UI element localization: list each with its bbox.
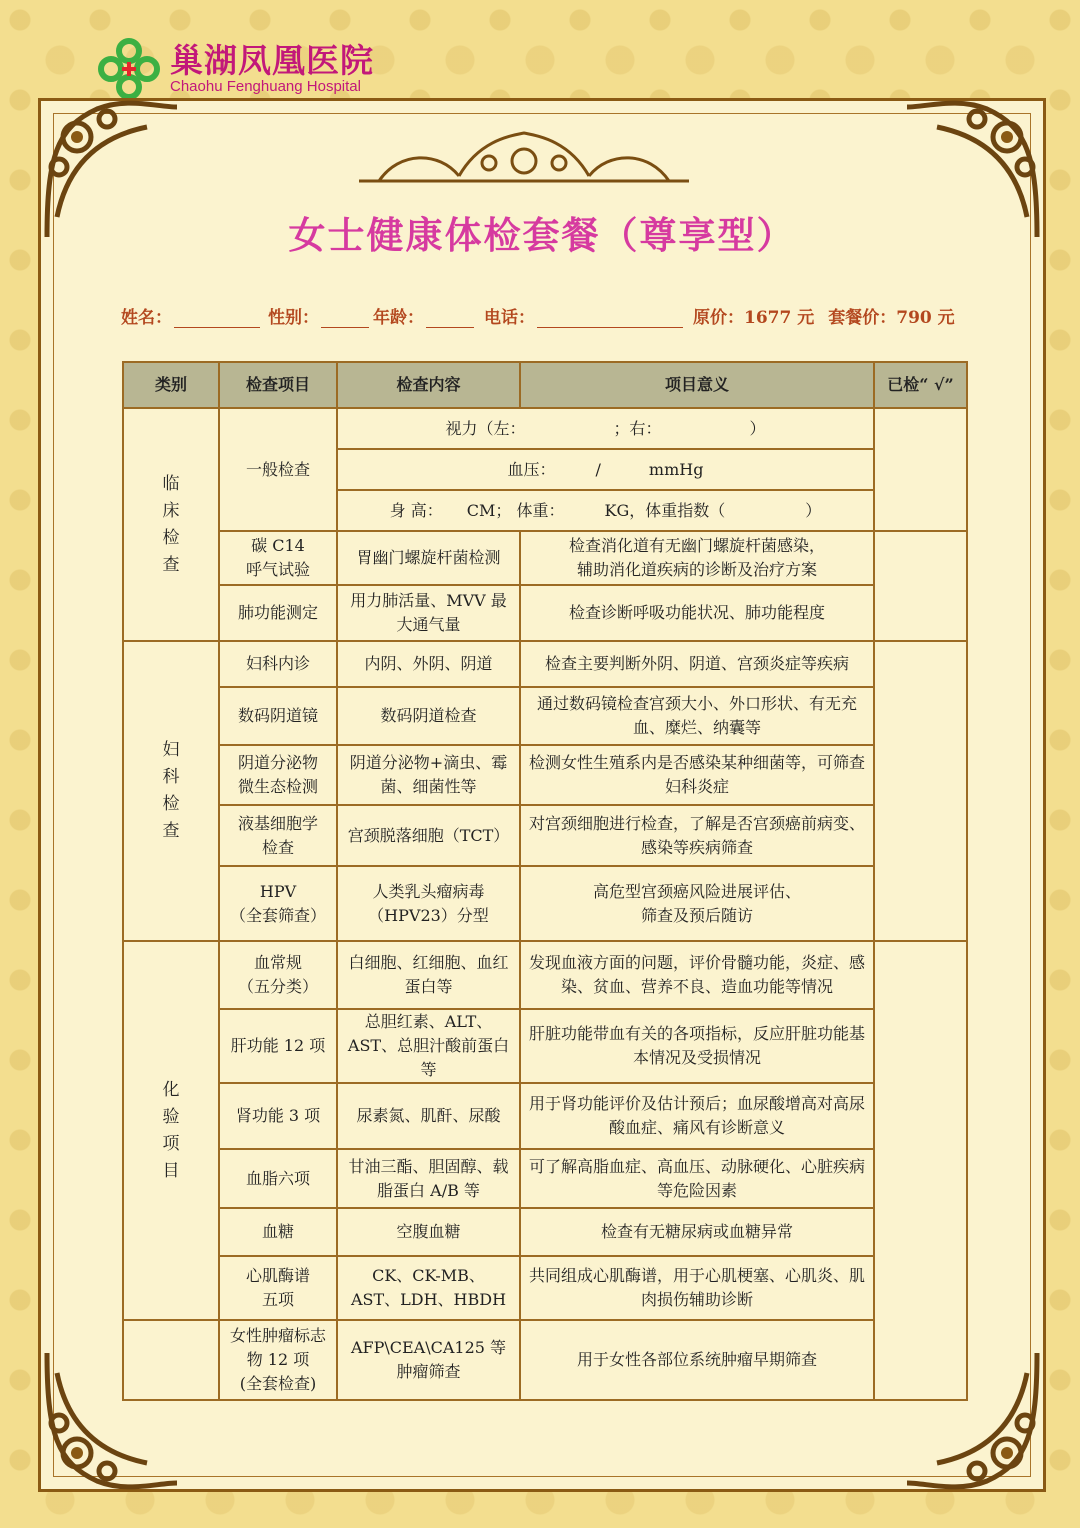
hospital-logo-icon	[98, 38, 160, 100]
header-item: 检查项目	[219, 362, 337, 408]
item-cell: 肝功能 12 项	[219, 1009, 337, 1083]
content-cell: 人类乳头瘤病毒 （HPV23）分型	[337, 866, 520, 941]
table-row	[123, 805, 967, 866]
table-row	[123, 641, 967, 687]
table-row	[123, 745, 967, 805]
hospital-logo	[98, 38, 374, 100]
content-cell: 数码阴道检查	[337, 687, 520, 745]
item-cell: 液基细胞学 检查	[219, 805, 337, 866]
table-row	[123, 1009, 967, 1083]
item-cell: 碳 C14 呼气试验	[219, 531, 337, 585]
package-price: 套餐价：790 元	[828, 308, 955, 328]
table-row	[123, 1083, 967, 1149]
meaning-cell: 共同组成心肌酶谱，用于心肌梗塞、心肌炎、肌肉损伤辅助诊断	[520, 1256, 874, 1320]
content-cell: CK、CK-MB、 AST、LDH、HBDH	[337, 1256, 520, 1320]
name-field[interactable]	[174, 310, 260, 328]
content-cell: 阴道分泌物+滴虫、霉菌、细菌性等	[337, 745, 520, 805]
table-row	[123, 531, 967, 585]
age-field[interactable]	[426, 310, 474, 328]
hospital-name-en: Chaohu Fenghuang Hospital	[170, 78, 361, 95]
content-cell: 宫颈脱落细胞（TCT）	[337, 805, 520, 866]
age-label: 年龄：	[373, 308, 424, 328]
item-cell: HPV （全套筛查）	[219, 866, 337, 941]
meaning-cell: 发现血液方面的问题，评价骨髓功能，炎症、感染、贫血、营养不良、造血功能等情况	[520, 941, 874, 1009]
checked-cell[interactable]	[874, 641, 967, 941]
content-cell: 甘油三酯、胆固醇、载脂蛋白 A/B 等	[337, 1149, 520, 1208]
top-ornament-icon	[359, 131, 689, 191]
item-cell: 数码阴道镜	[219, 687, 337, 745]
meaning-cell: 检测女性生殖系内是否感染某种细菌等，可筛查妇科炎症	[520, 745, 874, 805]
category-gyn: 妇科检查	[123, 641, 219, 941]
original-price: 原价：1677 元	[693, 308, 815, 328]
meaning-cell: 通过数码镜检查宫颈大小、外口形状、有无充血、糜烂、纳囊等	[520, 687, 874, 745]
name-label: 姓名：	[121, 308, 172, 328]
checked-cell[interactable]	[874, 531, 967, 641]
meaning-cell: 对宫颈细胞进行检查，了解是否宫颈癌前病变、感染等疾病筛查	[520, 805, 874, 866]
header-content: 检查内容	[337, 362, 520, 408]
phone-field[interactable]	[537, 310, 683, 328]
content-cell: 胃幽门螺旋杆菌检测	[337, 531, 520, 585]
gender-field[interactable]	[321, 310, 369, 328]
meaning-cell: 肝脏功能带血有关的各项指标，反应肝脏功能基本情况及受损情况	[520, 1009, 874, 1083]
table-row	[123, 1256, 967, 1320]
item-cell: 一般检查	[219, 408, 337, 531]
content-cell: 内阴、外阴、阴道	[337, 641, 520, 687]
checked-cell[interactable]	[874, 941, 967, 1400]
checked-cell[interactable]	[874, 408, 967, 531]
category-clinical: 临床检查	[123, 408, 219, 641]
content-cell: 用力肺活量、MVV 最大通气量	[337, 585, 520, 641]
meaning-cell: 检查主要判断外阴、阴道、宫颈炎症等疾病	[520, 641, 874, 687]
meaning-cell: 检查有无糖尿病或血糖异常	[520, 1208, 874, 1256]
header-meaning: 项目意义	[520, 362, 874, 408]
table-row	[123, 687, 967, 745]
blood-pressure-field: 血压： / mmHg	[337, 449, 874, 490]
body-measure-field: 身 高： CM； 体重： KG，体重指数（ ）	[337, 490, 874, 531]
item-cell: 血糖	[219, 1208, 337, 1256]
meaning-cell: 高危型宫颈癌风险进展评估、 筛查及预后随访	[520, 866, 874, 941]
meaning-cell: 检查诊断呼吸功能状况、肺功能程度	[520, 585, 874, 641]
item-cell: 血脂六项	[219, 1149, 337, 1208]
table-header-row	[123, 362, 967, 408]
category-other	[123, 1320, 219, 1400]
personal-info-line	[121, 303, 981, 328]
certificate-frame	[38, 98, 1046, 1492]
header-checked: 已检“ √”	[874, 362, 967, 408]
meaning-cell: 检查消化道有无幽门螺旋杆菌感染， 辅助消化道疾病的诊断及治疗方案	[520, 531, 874, 585]
meaning-cell: 可了解高脂血症、高血压、动脉硬化、心脏疾病等危险因素	[520, 1149, 874, 1208]
page-title: 女士健康体检套餐（尊享型）	[288, 214, 796, 257]
table-row	[123, 866, 967, 941]
table-row	[123, 1149, 967, 1208]
content-cell: 尿素氮、肌酐、尿酸	[337, 1083, 520, 1149]
item-cell: 肾功能 3 项	[219, 1083, 337, 1149]
content-cell: 白细胞、红细胞、血红蛋白等	[337, 941, 520, 1009]
table-row	[123, 941, 967, 1009]
vision-field: 视力（左： ；右： ）	[337, 408, 874, 449]
checkup-table	[122, 361, 968, 1401]
meaning-cell: 用于女性各部位系统肿瘤早期筛查	[520, 1320, 874, 1400]
content-cell: 总胆红素、ALT、AST、总胆汁酸前蛋白等	[337, 1009, 520, 1083]
meaning-cell: 用于肾功能评价及估计预后；血尿酸增高对高尿酸血症、痛风有诊断意义	[520, 1083, 874, 1149]
content-cell: AFP\CEA\CA125 等 肿瘤筛查	[337, 1320, 520, 1400]
item-cell: 肺功能测定	[219, 585, 337, 641]
item-cell: 血常规 （五分类）	[219, 941, 337, 1009]
table-row	[123, 1320, 967, 1400]
hospital-name-cn: 巢湖凤凰医院	[170, 41, 374, 80]
phone-label: 电话：	[484, 308, 535, 328]
table-row	[123, 408, 967, 449]
content-cell: 空腹血糖	[337, 1208, 520, 1256]
item-cell: 阴道分泌物 微生态检测	[219, 745, 337, 805]
header-category: 类别	[123, 362, 219, 408]
table-row	[123, 585, 967, 641]
item-cell: 心肌酶谱 五项	[219, 1256, 337, 1320]
item-cell: 女性肿瘤标志物 12 项 (全套检查)	[219, 1320, 337, 1400]
item-cell: 妇科内诊	[219, 641, 337, 687]
category-lab: 化验项目	[123, 941, 219, 1320]
gender-label: 性别：	[268, 308, 319, 328]
table-row	[123, 1208, 967, 1256]
